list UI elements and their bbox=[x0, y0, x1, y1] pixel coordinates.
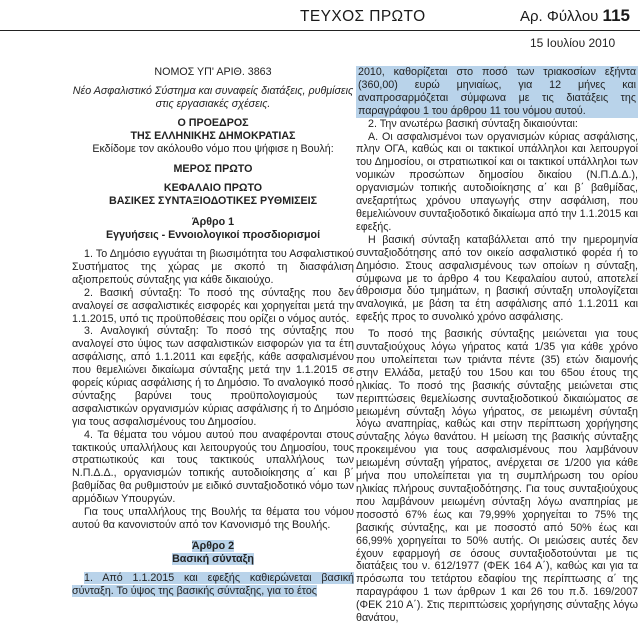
article-1-heading: Άρθρο 1 bbox=[191, 216, 235, 229]
article-2-paragraph-1 bbox=[72, 572, 354, 598]
article-1-paragraph-4: 4. Τα θέματα του νόμου αυτού που αναφέρονται στους τακτικούς υπαλλήλους και λειτουργούς του Δημοσίου, τους στρατιωτικούς και τους τακτικούς υπαλλήλους των Ν.Π.Δ.Δ., οργανισμών τοπικής αυτοδιοίκησης α΄ και β΄ βαθμίδας θα ρυθμιστούν με ειδικό συνταξιοδοτικό νόμο των αρμόδιων Υπουργών. bbox=[72, 428, 354, 506]
article-1-paragraph-1: 1. Το Δημόσιο εγγυάται τη βιωσιμότητα του Ασφαλιστικού Συστήματος της χώρας με σκοπό τη διασφάλιση αξιοπρεπούς σύνταξης για κάθε δικαιούχο. bbox=[72, 247, 354, 286]
issue-date: 15 Ιουλίου 2010 bbox=[530, 36, 616, 50]
article-2-continuation: 2010, καθορίζεται στο ποσό των τριακοσίων εξήντα (360,00) ευρώ μηνιαίως, για 12 μήνες και αναπροσαρμόζεται σύμφωνα με τις διατάξεις της παραγράφου 1 του άρθρου 11 του νόμου αυτού. bbox=[358, 66, 636, 117]
sheet-number-value: 115 bbox=[602, 6, 630, 25]
article-2-paragraph-2: 2. Την ανωτέρω βασική σύνταξη δικαιούνται: bbox=[368, 117, 578, 130]
part-heading: ΜΕΡΟΣ ΠΡΩΤΟ bbox=[173, 163, 253, 176]
president-line-2: ΤΗΣ ΕΛΛΗΝΙΚΗΣ ΔΗΜΟΚΡΑΤΙΑΣ bbox=[130, 129, 296, 142]
chapter-heading: ΚΕΦΑΛΑΙΟ ΠΡΩΤΟ bbox=[163, 182, 263, 195]
article-2-paragraph-a: Α. Οι ασφαλισμένοι των οργανισμών κύριας ασφάλισης, πλην ΟΓΑ, καθώς και οι τακτικοί υπάλληλοι και λειτουργοί του Δημοσίου, οι στρατιωτικοί και οι τακτικοί υπάλληλοι των νομικών προσώπων δημοσίου δικαίου (Ν.Π.Δ.Δ.), οργανισμών τοπικής αυτοδιοίκησης α΄ και β΄ βαθμίδας, ανεξαρτήτως χρόνου υπαγωγής στην ασφάλιση, που θεμελιώνουν συνταξιοδοτικό δικαίωμα από την 1.1.2015 και εφεξής. bbox=[356, 130, 638, 233]
article-1-paragraph-3: 3. Αναλογική σύνταξη: Το ποσό της σύνταξης που αναλογεί στο ύψος των ασφαλιστικών εισφορών για τα έτη ασφάλισης, από 1.1.2011 και εφεξής, κάθε ασφαλισμένου που θεμελιώνει δικαίωμα σύνταξης μετά την 1.1.2015 σε φορείς κύριας ασφάλισης ή το Δημόσιο. Το αναλογικό ποσό σύνταξης βαρύνει τους προϋπολογισμούς των ασφαλιστικών οργανισμών κύριας ασφάλισης ή το Δημόσιο για τους ασφαλισμένους του Δημοσίου. bbox=[72, 325, 354, 428]
article-2-paragraph-1-text: 1. Από 1.1.2015 και εφεξής καθιερώνεται βασική σύνταξη. Το ύψος της βασικής σύνταξης, για το έτος bbox=[72, 571, 354, 597]
law-number: ΝΟΜΟΣ ΥΠ' ΑΡΙΘ. 3863 bbox=[154, 66, 272, 78]
article-1-paragraph-2: 2. Βασική σύνταξη: Το ποσό της σύνταξης που δεν αναλογεί σε ασφαλιστικές εισφορές και χορηγείται μετά την 1.1.2015, υπό τις προϋποθέσεις που ορίζει ο νόμος αυτός. bbox=[72, 286, 354, 325]
article-2-title bbox=[72, 553, 354, 566]
issue-statement: Εκδίδομε τον ακόλουθο νόμο που ψήφισε η Βουλή: bbox=[92, 142, 334, 155]
president-line-1: Ο ΠΡΟΕΔΡΟΣ bbox=[177, 116, 249, 129]
article-2-paragraph-4: Το ποσό της βασικής σύνταξης μειώνεται για τους συνταξιούχους λόγω γήρατος κατά 1/35 για κάθε χρόνο που υπολείπεται των τριάντα πέντε (35) ετών διαμονής στην Ελλάδα, μεταξύ του 15ου και του 65ου έτους της ηλικίας. Το ποσό της βασικής σύνταξης μειώνεται στις περιπτώσεις θεμελίωσης συνταξιοδοτικού δικαιώματος σε μειωμένη σύνταξη λόγω γήρατος, σε μειωμένη σύνταξη λόγω αναπηρίας, καθώς και στην περίπτωση χορήγησης σύνταξης λόγω θανάτου. Η μείωση της βασικής σύνταξης προκειμένου για τους ασφαλισμένους που λαμβάνουν μειωμένη σύνταξη γήρατος, ανέρχεται σε 1/200 για κάθε μήνα που υπολείπεται για τη συμπλήρωση του ορίου ηλικίας πλήρους συνταξιοδότησης. Για τους συνταξιούχους που λαμβάνουν μειωμένη σύνταξη λόγω αναπηρίας με ποσοστό 67% έως και 79,99% χορηγείται το 75% της βασικής σύνταξης, και με ποσοστό από 50% έως και 66,99% χορηγείται το 50% αυτής. Οι μειώσεις αυτές δεν έχουν εφαρμογή σε όσους συνταξιοδοτούνται με τις διατάξεις του ν. 612/1977 (ΦΕΚ 164 Α΄), καθώς και για τα πρόσωπα του τετάρτου εδαφίου της περίπτωσης α΄ της παραγράφου 1 των άρθρων 1 και 26 του π.δ. 169/2007 (ΦΕΚ 210 Α΄). Στις περιπτώσεις χορήγησης σύνταξης λόγω θανάτου, bbox=[356, 328, 638, 625]
article-1-paragraph-5: Για τους υπαλλήλους της Βουλής τα θέματα του νόμου αυτού θα κανονιστούν από τον Κανονισμό της Βουλής. bbox=[72, 506, 354, 531]
page-header bbox=[0, 0, 640, 56]
article-1-title: Εγγυήσεις - Εννοιολογικοί προσδιορισμοί bbox=[105, 229, 321, 242]
sheet-number bbox=[520, 6, 630, 26]
issue-title: ΤΕΥΧΟΣ ΠΡΩΤΟ bbox=[300, 8, 426, 25]
law-subtitle: Νέο Ασφαλιστικό Σύστημα και συναφείς διατάξεις, ρυθμίσεις στις εργασιακές σχέσεις. bbox=[72, 84, 354, 110]
sheet-label: Αρ. Φύλλου bbox=[520, 8, 599, 25]
article-2-heading bbox=[72, 540, 354, 553]
article-2-heading-text: Άρθρο 2 bbox=[191, 539, 235, 552]
article-2-title-text: Βασική σύνταξη bbox=[172, 552, 254, 565]
left-column bbox=[72, 66, 354, 598]
header-rule bbox=[0, 30, 640, 31]
chapter-subheading: ΒΑΣΙΚΕΣ ΣΥΝΤΑΞΙΟΔΟΤΙΚΕΣ ΡΥΘΜΙΣΕΙΣ bbox=[108, 195, 318, 208]
right-column bbox=[356, 66, 638, 625]
article-2-paragraph-3: Η βασική σύνταξη καταβάλλεται από την ημερομηνία συνταξιοδότησης από τον οικείο ασφαλιστικό φορέα ή το Δημόσιο. Στους ασφαλισμένους των οποίων η σύνταξη, σύμφωνα με το άρθρο 4 του Κεφαλαίου αυτού, αποτελεί άθροισμα δύο τμημάτων, η βασική σύνταξη υπολογίζεται αναλογικά, με βάση τα έτη ασφάλισης από 1.1.2011 και εφεξής προς το συνολικό χρόνο ασφάλισης. bbox=[356, 233, 638, 324]
